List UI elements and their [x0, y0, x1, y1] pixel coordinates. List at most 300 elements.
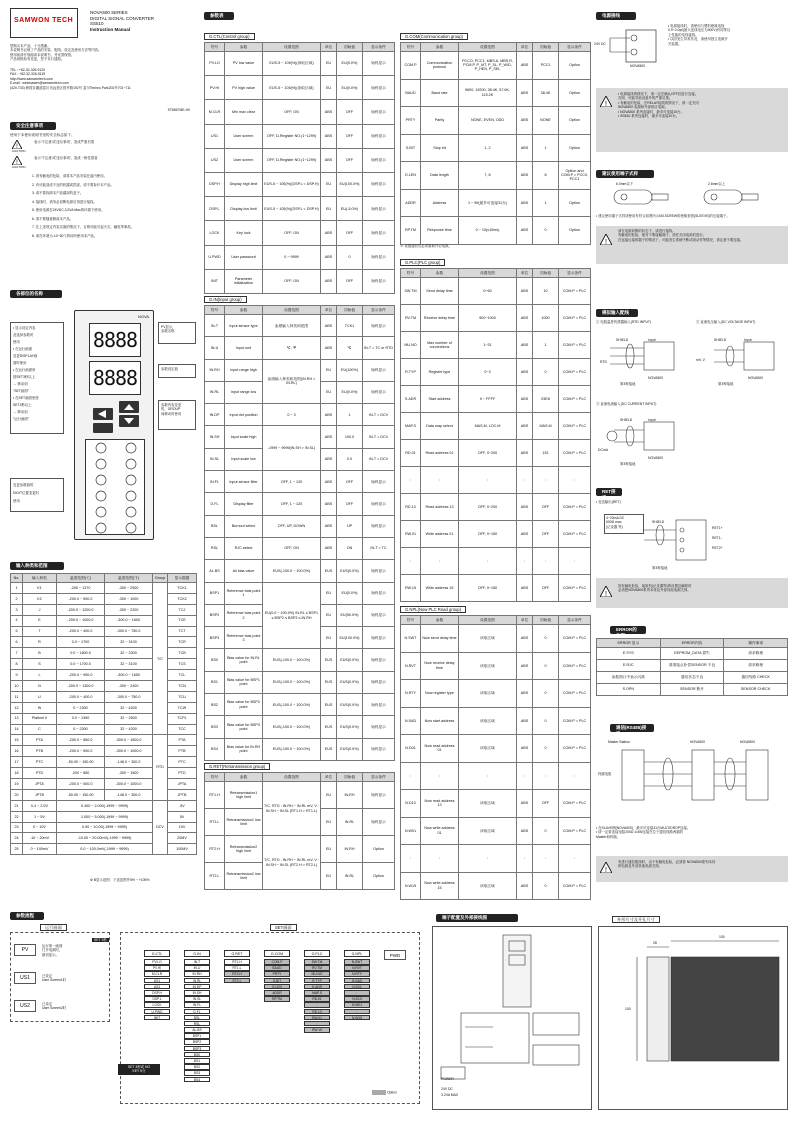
- param-cell: 始终显示: [363, 197, 395, 221]
- flow-param-item: :: [344, 990, 370, 996]
- set3-label: SET 3秒: [94, 938, 107, 942]
- param-cell: BSP2: [205, 604, 225, 626]
- param-cell: BS3: [205, 716, 225, 738]
- sv-display: 8888: [89, 361, 141, 395]
- param-cell: User screen: [225, 124, 263, 148]
- param-cell: Option: [559, 134, 591, 162]
- table-cell: TCK2: [168, 593, 197, 604]
- table-cell: 16: [11, 746, 23, 757]
- param-cell: 始终显示: [363, 359, 395, 381]
- input-type-table: [10, 573, 197, 855]
- param-cell: EU(0.0%): [337, 381, 363, 403]
- table-cell: PTC: [168, 757, 197, 768]
- param-row: [205, 359, 395, 381]
- param-cell: ABS: [517, 575, 533, 602]
- flow-param-item: IN.SH: [184, 990, 210, 996]
- param-cell: EU: [321, 172, 337, 196]
- caution-label: CAUTION: [12, 165, 26, 169]
- param-cell: M.CLR: [205, 100, 225, 124]
- table-row: [11, 844, 197, 855]
- table-cell: TCPL: [168, 713, 197, 724]
- table-cell: -300.0 ~ 1500.0: [105, 735, 153, 746]
- terminal-diagram-title: 端子配置及外部接线图: [436, 914, 518, 922]
- flow-param-item: N.D13: [344, 996, 370, 1002]
- col-header: 初始值: [337, 773, 363, 782]
- terminal-diagram: [432, 926, 592, 1110]
- col-header: 符号: [401, 616, 421, 625]
- table-cell: .5V: [168, 800, 197, 811]
- param-cell: Input range low: [225, 381, 263, 403]
- flow-param-item: BSP3: [184, 1046, 210, 1052]
- param-cell: 0: [533, 652, 559, 680]
- param-row: [401, 79, 591, 107]
- param-cell: OFF, 1 ~ 120: [263, 493, 321, 515]
- plc-group-title: G.PLC(PLC group): [400, 259, 445, 266]
- param-cell: OFF, 0~200: [459, 440, 517, 467]
- param-cell: BS2: [205, 694, 225, 716]
- table-row: [11, 768, 197, 779]
- param-cell: 始终显示: [363, 515, 395, 537]
- param-cell: OFF, 0~150: [459, 521, 517, 548]
- param-row: [205, 738, 395, 760]
- front-panel-title: 各部位的名称: [10, 290, 62, 298]
- param-cell: IN.FL: [205, 471, 225, 493]
- rs485-caution-box: [596, 856, 788, 882]
- dcma-label: DCmA: [598, 448, 608, 452]
- param-cell: Read address 13: [421, 494, 459, 521]
- param-cell: PV.LO: [205, 52, 225, 76]
- param-row: [205, 426, 395, 448]
- col-header: 单位: [517, 269, 533, 278]
- param-cell: 500~1000: [459, 305, 517, 332]
- table-cell: -300 ~ 1500: [105, 768, 153, 779]
- flow-param-item: RT2.L: [224, 978, 250, 984]
- caution-line: • SS510 系列连接时，最多可连接10台。: [618, 114, 680, 119]
- param-cell: D.FL: [205, 493, 225, 515]
- col-header: 设置范围: [459, 269, 517, 278]
- param-cell: 始终显示: [363, 627, 395, 649]
- left-key[interactable]: [93, 408, 113, 420]
- param-cell: 始终显示: [363, 100, 395, 124]
- param-row: [205, 172, 395, 196]
- col-header: 参数: [225, 773, 263, 782]
- warning-icon: [600, 862, 612, 873]
- terminal-block: [85, 439, 145, 535]
- param-cell: RT1.H: [205, 782, 225, 809]
- up-key[interactable]: [119, 401, 139, 413]
- param-cell: OFF, ON: [263, 100, 321, 124]
- flow-param-item: N.SAD: [344, 978, 370, 984]
- param-cell: COM.P = PLC: [559, 652, 591, 680]
- param-cell: 读取区域: [459, 735, 517, 763]
- param-cell: OFF: [337, 148, 363, 172]
- table-cell: PTA: [168, 735, 197, 746]
- error-row: [597, 648, 788, 660]
- param-cell: ABS: [517, 680, 533, 708]
- power-title: 电源接线: [596, 12, 636, 20]
- param-cell: T/C, RTD : IN.RH ~ IN.RL mV, V : IN.SH ~ IN.SL (RT2.H > RT2.L): [263, 836, 321, 890]
- safety-item: 7. 在上述规定内容实施的情况下，否则可能引起火灾、触电等事故。: [32, 225, 135, 229]
- com-table: [400, 42, 591, 245]
- param-cell: EUS: [321, 560, 337, 582]
- param-cell: 0 ~ 9999: [263, 245, 321, 269]
- param-cell: EU(50.0%): [337, 604, 363, 626]
- desc-line: 最初显示。: [42, 952, 59, 957]
- note-line: SET3秒以上: [13, 403, 32, 407]
- param-cell: D.LEN: [401, 162, 421, 190]
- param-cell: Now receive delay time: [421, 652, 459, 680]
- ret-group-title: G.RET(Retransmission group): [204, 763, 270, 770]
- param-cell: Now write address 01: [421, 817, 459, 845]
- table-cell: 21: [11, 800, 23, 811]
- product-line: NOVA500 SERIES: [90, 10, 128, 15]
- param-cell: IN.SH: [205, 426, 225, 448]
- param-cell: ABS: [517, 652, 533, 680]
- flow-pv-box: PV: [14, 944, 36, 956]
- param-cell: EUS: [321, 738, 337, 760]
- param-cell: ABS: [517, 278, 533, 305]
- param-cell: OFF: [337, 124, 363, 148]
- param-cell: 参照输入种类和范围: [263, 315, 321, 337]
- spec-line: 600Ω max: [606, 520, 622, 525]
- safety-item: 8. 请在环境为-10~50℃的场所使用本产品。: [32, 233, 98, 238]
- param-cell: 始终显示: [363, 738, 395, 760]
- caution-line: 在连接压接的端子的情况下，可能发生系统中断或误动作等情况，请注意不要连接。: [618, 237, 744, 242]
- param-row: [401, 52, 591, 80]
- warning-icon: [600, 96, 612, 107]
- intro-line: 产品规格如有变更，恕不另行通知。: [10, 57, 65, 62]
- table-row: [11, 615, 197, 626]
- param-cell: Parity: [421, 107, 459, 135]
- flow-param-item: RW.15: [304, 1027, 330, 1033]
- param-cell: :: [421, 845, 459, 873]
- flow-param-item: ADDR: [264, 990, 290, 996]
- col-header: 单位: [321, 306, 337, 315]
- table-row: [11, 637, 197, 648]
- param-cell: Data length: [421, 162, 459, 190]
- table-cell: B: [23, 648, 57, 659]
- col-header: 温度范围(℉): [105, 574, 153, 583]
- param-cell: ABS: [517, 107, 533, 135]
- plc-table: [400, 268, 591, 602]
- param-cell: RT2.H: [205, 836, 225, 863]
- table-cell: TCS: [168, 659, 197, 670]
- param-cell: :: [559, 467, 591, 494]
- pv-display: 8888: [89, 323, 141, 357]
- param-row: [401, 332, 591, 359]
- flow-param-item: IN-U: [184, 965, 210, 971]
- param-row: [401, 107, 591, 135]
- flow-param-item: BS4: [184, 1077, 210, 1083]
- table-row: [11, 626, 197, 637]
- desc-line: 运行第一画面: [42, 944, 63, 948]
- param-cell: ABS: [321, 221, 337, 245]
- param-cell: 0.0: [337, 448, 363, 470]
- flow-group-column: [184, 950, 210, 1083]
- param-row: [401, 790, 591, 818]
- param-cell: PV.HI: [205, 76, 225, 100]
- note-line: 面时使用: [13, 361, 27, 365]
- safety-item: 4. 接线时，请务必切断电源后再进行接线。: [32, 199, 97, 204]
- safety-item: 1. 因有触电的危险，请将本产品安装在盘内使用。: [32, 174, 107, 178]
- param-cell: EUS-5 ~ 105(%)(读取区域): [263, 76, 321, 100]
- param-cell: EUS: [321, 694, 337, 716]
- param-cell: Option: [559, 217, 591, 245]
- param-cell: ABS: [321, 245, 337, 269]
- error-cell: 参数窗口中表示闪烁: [597, 672, 661, 684]
- param-cell: OFF: [533, 790, 559, 818]
- param-row: [401, 817, 591, 845]
- param-cell: ℃, ℉: [263, 337, 321, 359]
- param-cell: BAUD: [401, 79, 421, 107]
- caution-text: 表示'不注意'或'违反事项'，造成严重后果: [34, 140, 95, 144]
- param-cell: Stop bit: [421, 134, 459, 162]
- col-header: 参数: [421, 43, 459, 52]
- col-header: 显示数据: [168, 574, 197, 583]
- param-cell: Display filter: [225, 493, 263, 515]
- flow-param-item: S.BIT: [264, 978, 290, 984]
- contact-info: [10, 68, 195, 90]
- flow-param-item: RD.01: [304, 996, 330, 1002]
- error-cell: SENSOR 断开: [660, 684, 724, 696]
- param-cell: OFF: [337, 221, 363, 245]
- param-cell: 1~31: [459, 332, 517, 359]
- col-header: 参数: [225, 306, 263, 315]
- param-row: [401, 413, 591, 440]
- svg-text:!: !: [16, 144, 18, 149]
- svg-text:!: !: [605, 239, 607, 245]
- table-cell: 5: [11, 626, 23, 637]
- param-row: [205, 221, 395, 245]
- error-cell: 基准接点补偿SENSOR 不良: [660, 660, 724, 672]
- flow-param-item: RT2.H: [224, 971, 250, 977]
- param-row: [401, 521, 591, 548]
- param-cell: EUS(0.0%): [337, 694, 363, 716]
- table-cell: 0.0 ~ 1800.0: [57, 648, 105, 659]
- device-brand: NOVA: [137, 314, 149, 319]
- param-cell: N.SAD: [401, 707, 421, 735]
- param-cell: 1: [337, 404, 363, 426]
- param-cell: :: [401, 548, 421, 575]
- pwd-note-line: SET 3秒或 NO: [127, 1065, 151, 1069]
- table-cell: -200.0 ~ 900.0: [57, 670, 105, 681]
- param-cell: Input range high: [225, 359, 263, 381]
- param-cell: 始终显示: [363, 315, 395, 337]
- col-header: 参数: [421, 269, 459, 278]
- va-label: 3.2VA MAX: [441, 1093, 459, 1097]
- table-cell: JPTB: [168, 789, 197, 800]
- note-line: • 在运行画面: [13, 347, 33, 351]
- param-cell: 始终显示: [363, 76, 395, 100]
- table-cell: R: [23, 637, 57, 648]
- param-cell: EU: [321, 582, 337, 604]
- safety-item: 5. 使用电源在24VDC,3.2VA Max的环境下使用。: [32, 208, 105, 212]
- param-cell: OFF: [533, 575, 559, 602]
- param-cell: 0~60: [459, 278, 517, 305]
- param-cell: COM.P = PLC: [559, 817, 591, 845]
- col-header: 设置范围: [459, 616, 517, 625]
- col-header: 参数: [421, 616, 459, 625]
- param-cell: ABS: [517, 305, 533, 332]
- analog-mv-label: ② 直流电压输入(DC VOLTAGE INPUT): [696, 320, 756, 324]
- table-cell: Platinel II: [23, 713, 57, 724]
- caution-line: • 有触电的危险，在RELAY接线的情况下，请一定关闭: [618, 100, 699, 105]
- voltage-label: 24V DC: [441, 1087, 453, 1091]
- safety-title: 安全注意事项: [10, 122, 56, 130]
- param-cell: RV.TM: [401, 305, 421, 332]
- param-cell: EUS-5 ~ 105(%)(读取区域): [263, 52, 321, 76]
- table-cell: -300 ~ 2500: [105, 583, 153, 594]
- table-cell: 7: [11, 648, 23, 659]
- terminal-screws: [86, 440, 146, 536]
- param-cell: 0 ~ FFFF: [459, 386, 517, 413]
- param-cell: 0: [533, 872, 559, 900]
- option-swatch: [372, 1090, 386, 1095]
- flow-param-item: BS1: [184, 1058, 210, 1064]
- dimensions-box: [598, 926, 788, 1110]
- intro-line: 您购买本产品，十分感谢。: [10, 44, 51, 48]
- param-cell: Bias value for BSP3 point: [225, 716, 263, 738]
- table-cell: -300.0 ~ 750.0: [105, 691, 153, 702]
- down-key[interactable]: [119, 415, 139, 427]
- rtd-label: RTD: [600, 360, 607, 364]
- table-cell: 12: [11, 702, 23, 713]
- col-header: 设置范围: [263, 43, 321, 52]
- flow-param-item: D.FL: [184, 1009, 210, 1015]
- param-cell: EU: [321, 197, 337, 221]
- contact-tel: TEL : +82-32-326-9120: [10, 68, 46, 72]
- master-label: Master Station: [608, 740, 630, 744]
- power-voltage: 24V DC: [594, 42, 606, 46]
- param-cell: ℃: [337, 337, 363, 359]
- note-line: 参数设定值: [161, 367, 178, 371]
- param-cell: T/C, RTD : IN.RH ~ IN.RL mV, V : IN.SH ~ IN.SL (RT1.H > RT1.L): [263, 782, 321, 836]
- param-cell: RT1.L: [205, 809, 225, 836]
- table-cell: JPTA: [23, 779, 57, 790]
- param-cell: IN-T = TC: [363, 537, 395, 559]
- param-cell: 0: [337, 245, 363, 269]
- param-cell: EUS(-100.0 ~ 100.0%): [263, 694, 321, 716]
- param-cell: 读取区域: [459, 707, 517, 735]
- contact-address: (420-733) 韩国京畿道富川市远美区梧亭路192号 富川Techno Park202号701~711: [10, 85, 131, 90]
- param-cell: :: [401, 467, 421, 494]
- param-cell: EU: [321, 809, 337, 836]
- param-cell: 始终显示: [363, 493, 395, 515]
- shield-label: SHIELD: [616, 338, 629, 342]
- param-row: [401, 162, 591, 190]
- param-cell: 始终显示: [363, 124, 395, 148]
- set-screen-label: SET画面: [270, 924, 297, 931]
- desc-line: User Screen2时: [42, 1006, 67, 1011]
- param-row: [401, 386, 591, 413]
- param-cell: :: [559, 548, 591, 575]
- note-line: 关装置。: [668, 41, 682, 46]
- set-key[interactable]: [93, 423, 113, 433]
- table-row: [11, 811, 197, 822]
- param-cell: ABS: [321, 537, 337, 559]
- param-cell: COM.P = PLC: [559, 386, 591, 413]
- param-cell: IN.RL: [337, 863, 363, 890]
- dimensions-title: 外形尺寸及开孔尺寸: [612, 916, 660, 923]
- param-cell: Reference bias point 3: [225, 627, 263, 649]
- table-cell: 1: [11, 583, 23, 594]
- table-cell: 32 ~ 3100: [105, 659, 153, 670]
- param-cell: Data map select: [421, 413, 459, 440]
- table-cell: 25: [11, 844, 23, 855]
- param-cell: 读取区域: [459, 872, 517, 900]
- param-cell: 03E8: [533, 386, 559, 413]
- param-cell: COM.P = PLC: [559, 790, 591, 818]
- table-cell: 0.00 ~ 10.00(-1999 ~ 9999): [57, 822, 153, 833]
- param-cell: ABS: [321, 426, 337, 448]
- error-row: [597, 684, 788, 696]
- param-cell: 38.4K: [533, 79, 559, 107]
- param-cell: OFF: [337, 471, 363, 493]
- param-cell: OFF: [337, 100, 363, 124]
- svg-text:!: !: [605, 591, 607, 597]
- table-cell: -300.0 ~ 750.0: [105, 626, 153, 637]
- param-cell: EUS(0.0%): [337, 716, 363, 738]
- param-cell: Input sensor filter: [225, 471, 263, 493]
- param-row: [401, 575, 591, 602]
- flow-param-item: R.TYP: [304, 978, 330, 984]
- param-cell: EUS-5 ~ 105(%)(DSP.L < DSP.H): [263, 172, 321, 196]
- param-cell: BSP3: [205, 627, 225, 649]
- ctl-group-title: G.CTL(Control group): [204, 33, 255, 40]
- param-cell: 始终显示: [363, 52, 395, 76]
- param-cell: 1000: [533, 305, 559, 332]
- table-cell: 32 ~ 3100: [105, 637, 153, 648]
- param-cell: Option: [559, 107, 591, 135]
- mv-label: mV, V: [696, 358, 705, 362]
- desc-line: 已设定: [42, 1002, 53, 1006]
- param-cell: EUS: [321, 649, 337, 671]
- panel-note-pv: [158, 322, 196, 344]
- param-row: [401, 707, 591, 735]
- param-row: [205, 694, 395, 716]
- param-cell: ADDR: [401, 189, 421, 217]
- flow-param-item: BS3: [184, 1070, 210, 1076]
- shield-label-3: SHIELD: [620, 418, 633, 422]
- table-cell: 0 ~ 100mV: [23, 844, 57, 855]
- param-cell: N.D13: [401, 790, 421, 818]
- param-cell: Option: [363, 863, 395, 890]
- param-cell: 100.0: [337, 426, 363, 448]
- param-cell: EUS(0.0%): [337, 738, 363, 760]
- product-line: SS510: [90, 21, 104, 26]
- param-cell: COM.P = PLC: [559, 332, 591, 359]
- param-row: [205, 671, 395, 693]
- param-cell: ABS: [517, 217, 533, 245]
- param-cell: :: [421, 548, 459, 575]
- desc-line: 已设定: [42, 974, 53, 978]
- param-cell: MAS.M, LOC.M: [459, 413, 517, 440]
- dim-width-1: 28: [653, 941, 657, 945]
- param-cell: RW.01: [401, 521, 421, 548]
- param-cell: OFF, UP, DOWN: [263, 515, 321, 537]
- brand-logo: [10, 8, 78, 38]
- param-cell: EUS(-100.0 ~ 100.0%): [263, 671, 321, 693]
- flow-param-item: RT1.L: [224, 965, 250, 971]
- param-cell: Now start address: [421, 707, 459, 735]
- caution-line: 有触电的危险，绝对不要接触端子，请在关闭电源后进行。: [618, 233, 707, 238]
- flow-param-item: RD.13: [304, 1009, 330, 1015]
- table-cell: -200.0 ~ 500.0: [57, 746, 105, 757]
- ret-table: [204, 772, 395, 890]
- param-cell: ABS: [517, 79, 533, 107]
- table-cell: JPTA: [168, 779, 197, 790]
- svg-text:!: !: [16, 160, 18, 165]
